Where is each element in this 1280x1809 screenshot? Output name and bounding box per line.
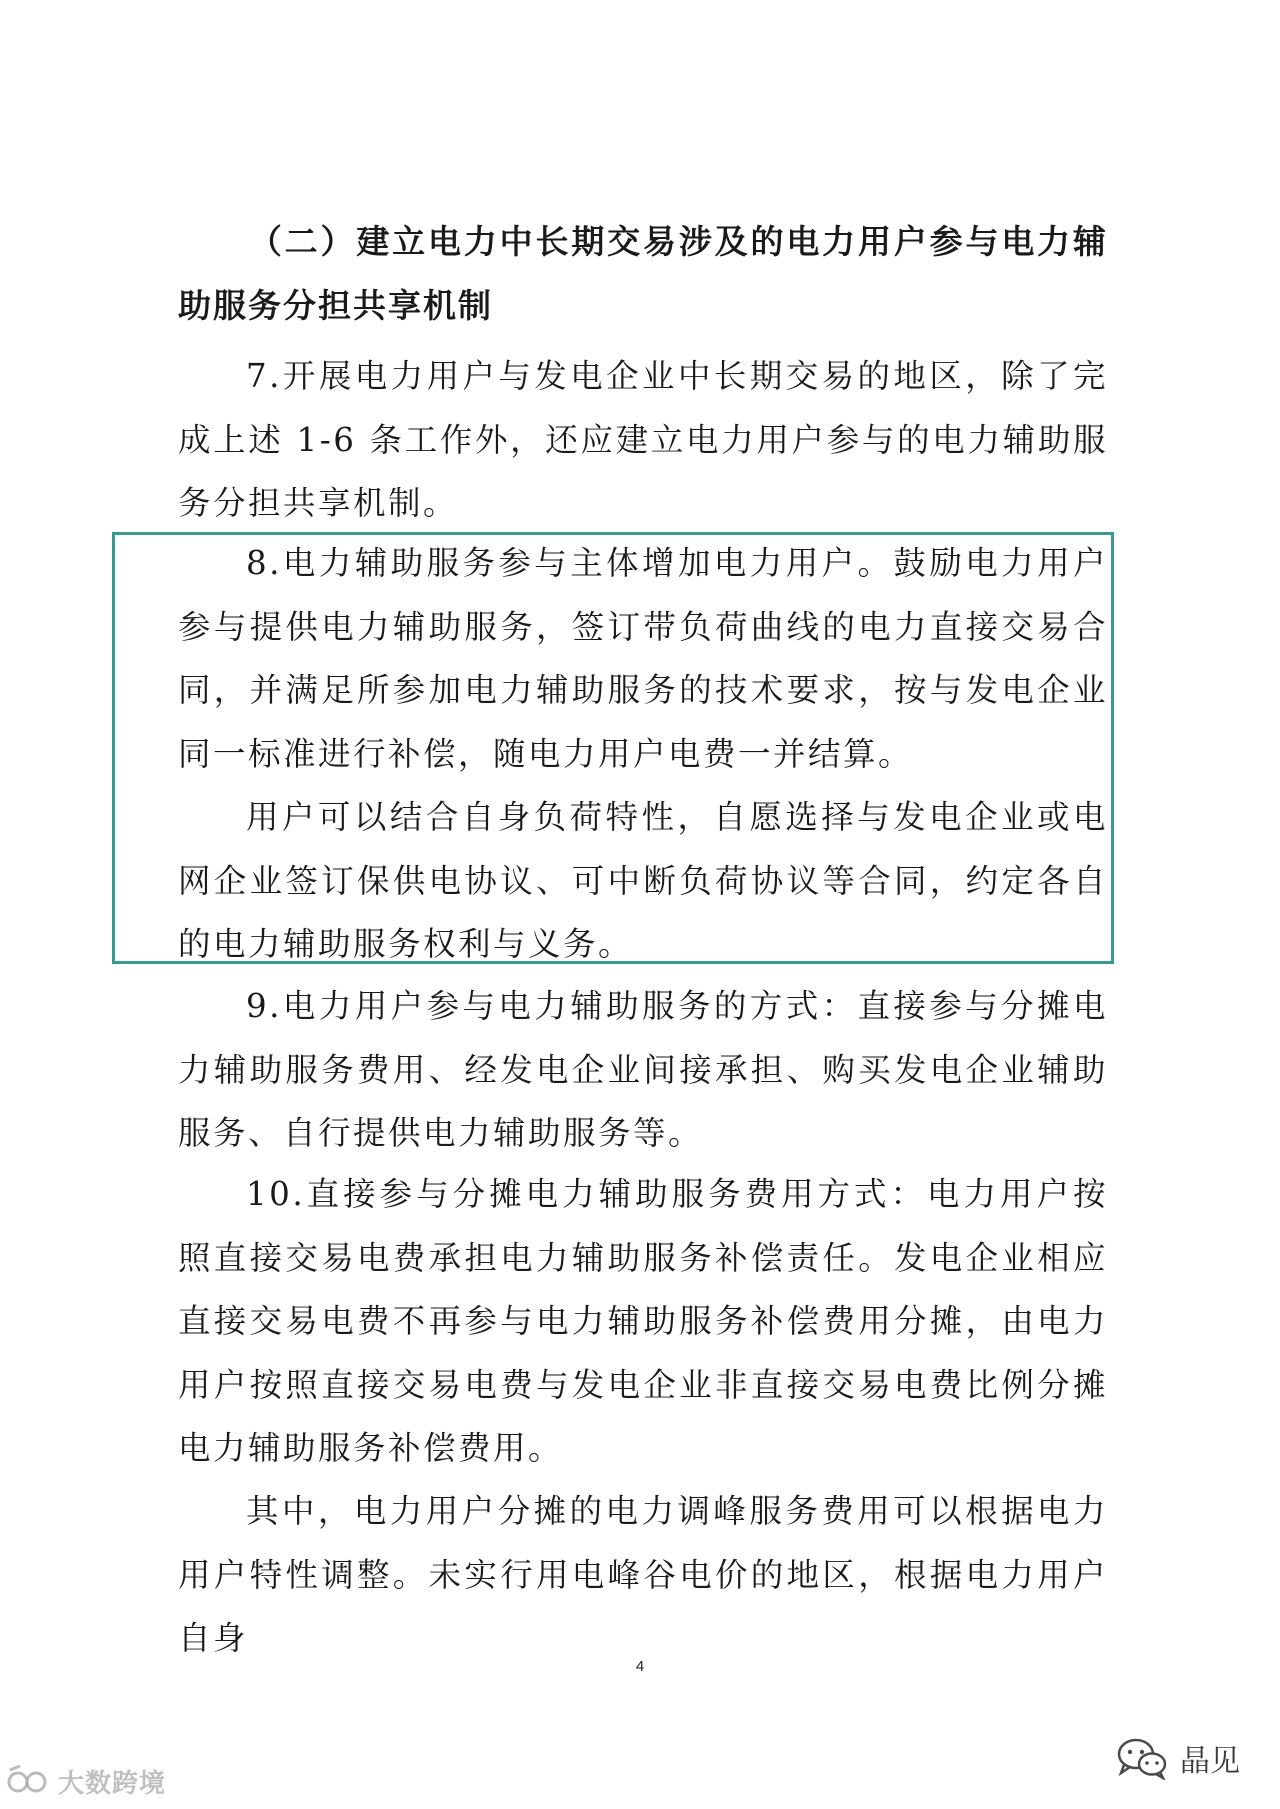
page-number: 4 <box>635 1658 645 1675</box>
watermark-left-text: 大数跨境 <box>58 1768 167 1799</box>
section-heading-text: （二）建立电力中长期交易涉及的电力用户参与电力辅助服务分担共享机制 <box>178 222 1108 325</box>
paragraph-7: 7.开展电力用户与发电企业中长期交易的地区，除了完成上述 1-6 条工作外，还应建立电力用户参与的电力辅助服务分担共享机制。 <box>178 357 1108 522</box>
wechat-icon <box>1116 1736 1168 1780</box>
paragraph-8-continued: 用户可以结合自身负荷特性，自愿选择与发电企业或电网企业签订保供电协议、可中断负荷协议等合同，约定各自的电力辅助服务权利与义务。 <box>178 798 1108 963</box>
section-heading <box>178 210 1108 338</box>
paragraph-10: 10.直接参与分摊电力辅助服务费用方式：电力用户按照直接交易电费承担电力辅助服务补偿责任。发电企业相应直接交易电费不再参与电力辅助服务补偿费用分摊，由电力用户按照直接交易电费与发电企业非直接交易电费比例分摊电力辅助服务补偿费用。 <box>178 1175 1108 1467</box>
paragraph-9: 9.电力用户参与电力辅助服务的方式：直接参与分摊电力辅助服务费用、经发电企业间接承担、购买发电企业辅助服务、自行提供电力辅助服务等。 <box>178 987 1108 1152</box>
watermark-left <box>6 1762 166 1800</box>
watermark-right-text: 晶见 <box>1180 1744 1240 1779</box>
paragraph-11: 其中，电力用户分摊的电力调峰服务费用可以根据电力用户特性调整。未实行用电峰谷电价的地区，根据电力用户自身 <box>178 1492 1108 1657</box>
brand-logo-icon <box>6 1762 52 1800</box>
watermark-right <box>1116 1736 1240 1780</box>
paragraph-8: 8.电力辅助服务参与主体增加电力用户。鼓励电力用户参与提供电力辅助服务，签订带负荷曲线的电力直接交易合同，并满足所参加电力辅助服务的技术要求，按与发电企业同一标准进行补偿，随电力用户电费一并结算。 <box>178 544 1108 773</box>
